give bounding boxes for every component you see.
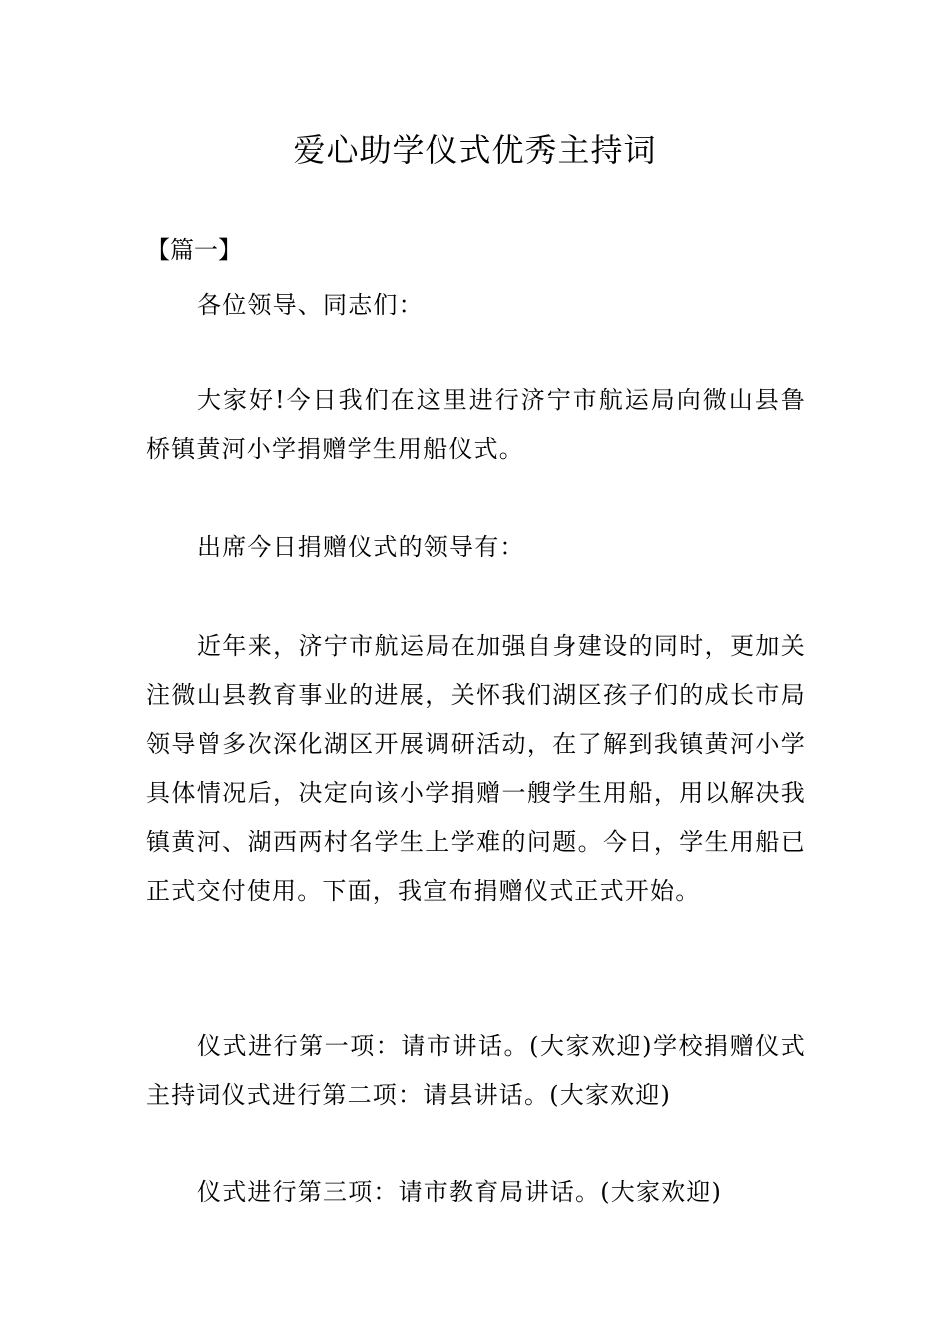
paragraph-background: 近年来，济宁市航运局在加强自身建设的同时，更加关注微山县教育事业的进展，关怀我们湖区孩子们的成长市局领导曾多次深化湖区开展调研活动，在了解到我镇黄河小学具体情况后，决定向该小学捐赠一艘学生用船，用以解决我镇黄河、湖西两村名学生上学难的问题。今日，学生用船已正式交付使用。下面，我宣布捐赠仪式正式开始。 [146,632,806,905]
paragraph-greeting: 各位领导、同志们： [197,291,424,319]
paragraph-attendees: 出席今日捐赠仪式的领导有： [197,533,525,561]
paragraph-item-three: 仪式进行第三项：请市教育局讲话。(大家欢迎) [197,1178,723,1206]
paragraph-welcome: 大家好!今日我们在这里进行济宁市航运局向微山县鲁桥镇黄河小学捐赠学生用船仪式。 [146,386,806,463]
paragraph-item-one-two: 仪式进行第一项：请市讲话。(大家欢迎)学校捐赠仪式主持词仪式进行第二项：请县讲话。(大家欢迎) [146,1032,806,1109]
document-title: 爱心助学仪式优秀主持词 [293,131,657,169]
section-label: 【篇一】 [146,236,242,264]
